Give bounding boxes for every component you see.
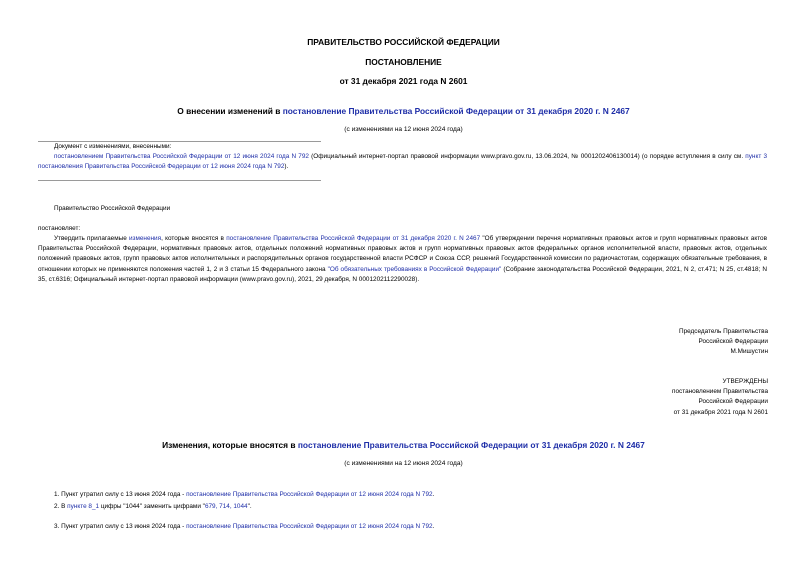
decree-2467-link[interactable]: постановление Правительства Российской Федерации от 31 декабря 2020 г. N 2467 — [226, 235, 481, 242]
document-type: ПОСТАНОВЛЕНИЕ — [365, 57, 442, 67]
list-item — [54, 490, 434, 500]
effective-clause-link[interactable]: пункт 3 постановления Правительства Российской Федерации от 12 июня 2024 года N 792 — [38, 153, 768, 171]
title-decree-link[interactable]: постановление Правительства Российской Федерации от 31 декабря 2020 г. N 2467 — [282, 106, 630, 116]
main-text-4: (Собрание законодательства Российской Федерации, 2021, N 2, ст.471; N 25, ст.4818; N 35, ст.6316; Официальный интернет-портал правовой информации (www.pravo.gov.ru), 2021, 29 декабря, N 0001202112290028). — [38, 265, 768, 283]
signature-position-2: Российской Федерации — [698, 338, 768, 346]
government-heading: ПРАВИТЕЛЬСТВО РОССИЙСКОЙ ФЕДЕРАЦИИ — [307, 37, 500, 47]
federal-law-link[interactable]: "Об обязательных требованиях в Российской Федерации" — [327, 265, 502, 273]
decrees-word: постановляет: — [38, 225, 81, 232]
signature-name: М.Мишустин — [730, 348, 768, 356]
document-title — [0, 106, 807, 116]
list-item — [54, 522, 434, 532]
item-2-numbers-link[interactable]: 679, 714, 1044 — [204, 503, 248, 510]
changes-link[interactable]: изменения — [128, 235, 162, 242]
item-3-text: 3. Пункт утратил силу с 13 июня 2024 года - — [54, 523, 187, 530]
signature-block — [468, 327, 768, 358]
changes-title-decree-link[interactable]: постановление Правительства Российской Федерации от 31 декабря 2020 г. N 2467 — [297, 440, 645, 450]
item-3-end: . — [432, 523, 435, 530]
item-1-link[interactable]: постановление Правительства Российской Федерации от 12 июня 2024 года N 792 — [186, 491, 433, 498]
changes-title — [0, 440, 807, 450]
signature-position-1: Председатель Правительства — [679, 328, 768, 335]
amending-decree-link[interactable]: постановлением Правительства Российской Федерации от 12 июня 2024 года N 792 — [54, 153, 309, 160]
document-date-number: от 31 декабря 2021 года N 2601 — [339, 76, 468, 86]
title-status: (с изменениями на 12 июня 2024 года) — [344, 126, 463, 133]
main-text-2: , которые вносятся в — [161, 235, 227, 242]
changes-title-prefix: Изменения, которые вносятся в — [162, 440, 298, 450]
changes-title-status: (с изменениями на 12 июня 2024 года) — [344, 460, 463, 467]
item-2-end: ". — [247, 503, 252, 510]
item-2-clause-link[interactable]: пункте 8_1 — [67, 503, 100, 510]
item-2-text: цифры "1044" заменить цифрами " — [99, 503, 205, 510]
changes-heading: Документ с изменениями, внесенными: — [54, 143, 172, 150]
changes-text-2: ). — [284, 163, 289, 171]
approved-label: УТВЕРЖДЕНЫ — [722, 378, 768, 385]
list-item — [54, 502, 252, 512]
item-1-text: 1. Пункт утратил силу с 13 июня 2024 года - — [54, 491, 187, 498]
main-text-1: Утвердить прилагаемые — [54, 235, 129, 242]
item-2-prefix: 2. В — [54, 503, 68, 510]
approved-line-3: от 31 декабря 2021 года N 2601 — [673, 408, 768, 416]
bottom-divider — [38, 180, 321, 181]
item-1-end: . — [432, 491, 435, 498]
government-name: Правительство Российской Федерации — [54, 205, 171, 212]
changes-paragraph — [38, 152, 767, 172]
approval-block — [468, 377, 768, 418]
title-prefix: О внесении изменений в — [177, 106, 283, 116]
main-paragraph — [38, 234, 767, 285]
approved-line-2: Российской Федерации — [698, 398, 768, 406]
main-text-3: "Об утверждении перечня нормативных правовых актов и групп нормативных правовых актов Правительства Российской Федерации, нормативных правовых актов, отдельных положений нормативных правовых актов и групп нормативных правовых актов федеральных органов исполнительной власти, правовых актов, отдельных положений правовых актов, групп правовых актов исполнительных и распорядительных органов государственной власти РСФСР и Союза ССР, решений Государственной комиссии по радиочастотам, содержащих обязательные требования, в отношении которых не применяются положения частей 1, 2 и 3 статьи 15 Федерального закона — [38, 235, 768, 273]
item-3-link[interactable]: постановление Правительства Российской Федерации от 12 июня 2024 года N 792 — [186, 523, 433, 530]
approved-line-1: постановлением Правительства — [672, 388, 768, 396]
changes-text-1: (Официальный интернет-портал правовой информации www.pravo.gov.ru, 13.06.2024, № 0001202406130014) (о порядке вступления в силу см. — [308, 153, 746, 160]
